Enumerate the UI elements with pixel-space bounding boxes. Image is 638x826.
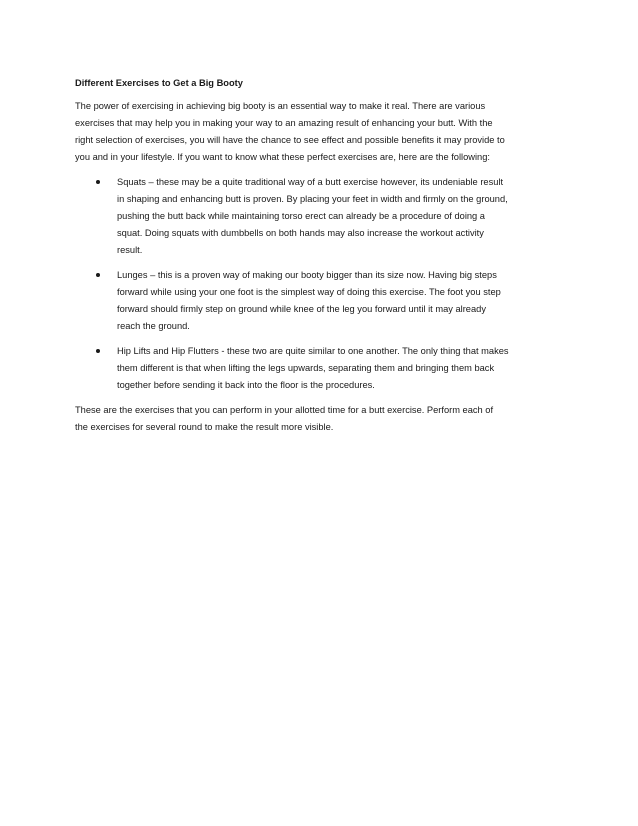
document-title: Different Exercises to Get a Big Booty [75, 78, 243, 88]
exercise-item-text [117, 343, 570, 394]
bullet-icon [96, 273, 100, 277]
exercise-line: result. [117, 245, 143, 255]
exercise-line: Squats – these may be a quite traditional way of a butt exercise however, its undeniable result [117, 177, 504, 187]
intro-line: exercises that may help you in making your way to an amazing result of enhancing your butt. With the [75, 118, 493, 128]
document-page [75, 76, 570, 436]
exercise-line: reach the ground. [117, 321, 190, 331]
closing-line: These are the exercises that you can perform in your allotted time for a butt exercise. Perform each of [75, 405, 494, 415]
exercise-item-squats [75, 174, 570, 259]
closing-paragraph [75, 402, 570, 436]
exercise-line: pushing the butt back while maintaining torso erect can already be a procedure of doing a [117, 211, 485, 221]
exercise-line: squat. Doing squats with dumbbells on both hands may also increase the workout activity [117, 228, 484, 238]
intro-line: right selection of exercises, you will have the chance to see effect and possible benefits it may provide to [75, 135, 505, 145]
intro-line: The power of exercising in achieving big booty is an essential way to make it real. There are various [75, 101, 486, 111]
bullet-icon [96, 349, 100, 353]
exercise-item-text [117, 174, 570, 259]
exercise-line: in shaping and enhancing butt is proven. By placing your feet in width and firmly on the ground, [117, 194, 508, 204]
exercise-item-text [117, 267, 570, 335]
exercise-item-hip-lifts [75, 343, 570, 394]
intro-line: you and in your lifestyle. If you want to know what these perfect exercises are, here are the following: [75, 152, 490, 162]
exercise-line: Hip Lifts and Hip Flutters - these two are quite similar to one another. The only thing that makes [117, 346, 509, 356]
intro-paragraph [75, 98, 570, 166]
exercise-line: forward should firmly step on ground while knee of the leg you forward until it may already [117, 304, 486, 314]
exercise-line: forward while using your one foot is the simplest way of doing this exercise. The foot you step [117, 287, 501, 297]
bullet-icon [96, 180, 100, 184]
exercise-item-lunges [75, 267, 570, 335]
exercise-line: together before sending it back into the floor is the procedures. [117, 380, 375, 390]
exercise-line: them different is that when lifting the legs upwards, separating them and bringing them back [117, 363, 495, 373]
exercise-list [75, 174, 570, 394]
closing-line: the exercises for several round to make the result more visible. [75, 422, 334, 432]
exercise-line: Lunges – this is a proven way of making our booty bigger than its size now. Having big steps [117, 270, 497, 280]
